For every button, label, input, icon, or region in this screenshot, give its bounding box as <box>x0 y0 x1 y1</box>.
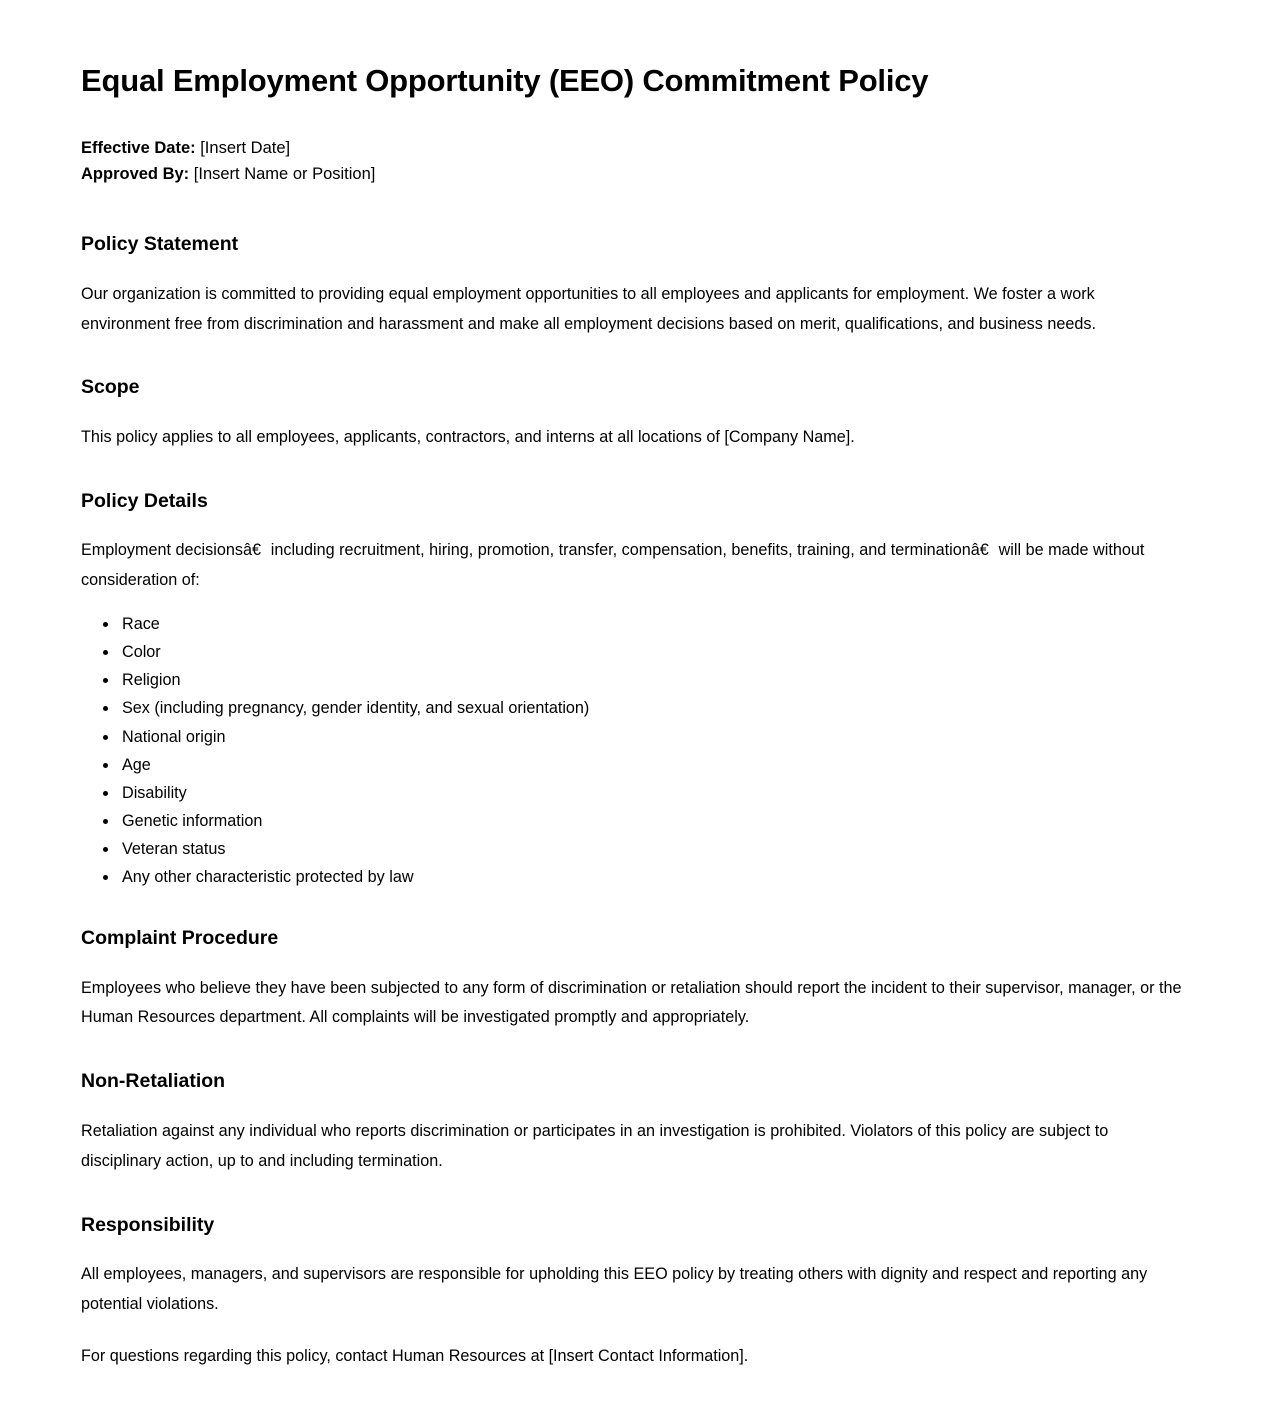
heading-responsibility: Responsibility <box>81 1213 215 1236</box>
paragraph-responsibility-primary: All employees, managers, and supervisors are responsible for upholding this EEO policy by treating others with dignity and respect and reporting any potential violations. <box>81 1265 1148 1314</box>
list-item: • Color <box>119 640 1182 665</box>
paragraph-policy-details: Employment decisionsâ€including recruitment, hiring, promotion, transfer, compensation, benefits, training, and terminationâ€will be made without consideration of: <box>81 541 1145 590</box>
list-item: • National origin <box>119 725 1182 750</box>
approved-by-value: [Insert Name or Position] <box>193 165 376 184</box>
effective-date-value: [Insert Date] <box>200 138 291 157</box>
protected-characteristics-list <box>81 612 1182 890</box>
section-non-retaliation <box>81 1069 1182 1176</box>
list-item: • Disability <box>119 781 1182 806</box>
approved-by-line <box>81 161 1182 188</box>
list-item: • Religion <box>119 668 1182 693</box>
list-item: • Race <box>119 612 1182 637</box>
page-title: Equal Employment Opportunity (EEO) Commitment Policy <box>81 63 929 98</box>
effective-date-line <box>81 135 1182 162</box>
list-item: • Age <box>119 753 1182 778</box>
section-policy-details <box>81 489 1182 890</box>
list-item: • Veteran status <box>119 837 1182 862</box>
paragraph-complaint-procedure: Employees who believe they have been subjected to any form of discrimination or retaliation should report the incident to their supervisor, manager, or the Human Resources department. All complaints will be investigated promptly and appropriately. <box>81 978 1182 1027</box>
section-policy-statement <box>81 232 1182 339</box>
heading-complaint-procedure: Complaint Procedure <box>81 927 279 950</box>
heading-scope: Scope <box>81 376 140 399</box>
approved-by-label: Approved By: <box>81 165 190 184</box>
heading-non-retaliation: Non-Retaliation <box>81 1070 226 1093</box>
section-complaint-procedure <box>81 926 1182 1033</box>
list-item: • Sex (including pregnancy, gender identity, and sexual orientation) <box>119 696 1182 721</box>
document-metadata <box>81 135 1182 188</box>
list-item: • Any other characteristic protected by law <box>119 865 1182 890</box>
paragraph-policy-statement: Our organization is committed to providing equal employment opportunities to all employees and applicants for employment. We foster a work environment free from discrimination and harassment and make all employment decisions based on merit, qualifications, and business needs. <box>81 284 1096 333</box>
effective-date-label: Effective Date: <box>81 138 196 157</box>
heading-policy-statement: Policy Statement <box>81 233 239 256</box>
list-item: • Genetic information <box>119 809 1182 834</box>
section-responsibility <box>81 1213 1182 1372</box>
paragraph-non-retaliation: Retaliation against any individual who reports discrimination or participates in an investigation is prohibited. Violators of this policy are subject to disciplinary action, up to and including termination. <box>81 1121 1109 1170</box>
paragraph-scope: This policy applies to all employees, applicants, contractors, and interns at all locations of [Company Name]. <box>81 427 855 446</box>
paragraph-responsibility-contact: For questions regarding this policy, contact Human Resources at [Insert Contact Information]. <box>81 1347 749 1365</box>
heading-policy-details: Policy Details <box>81 489 208 512</box>
section-scope <box>81 375 1182 452</box>
